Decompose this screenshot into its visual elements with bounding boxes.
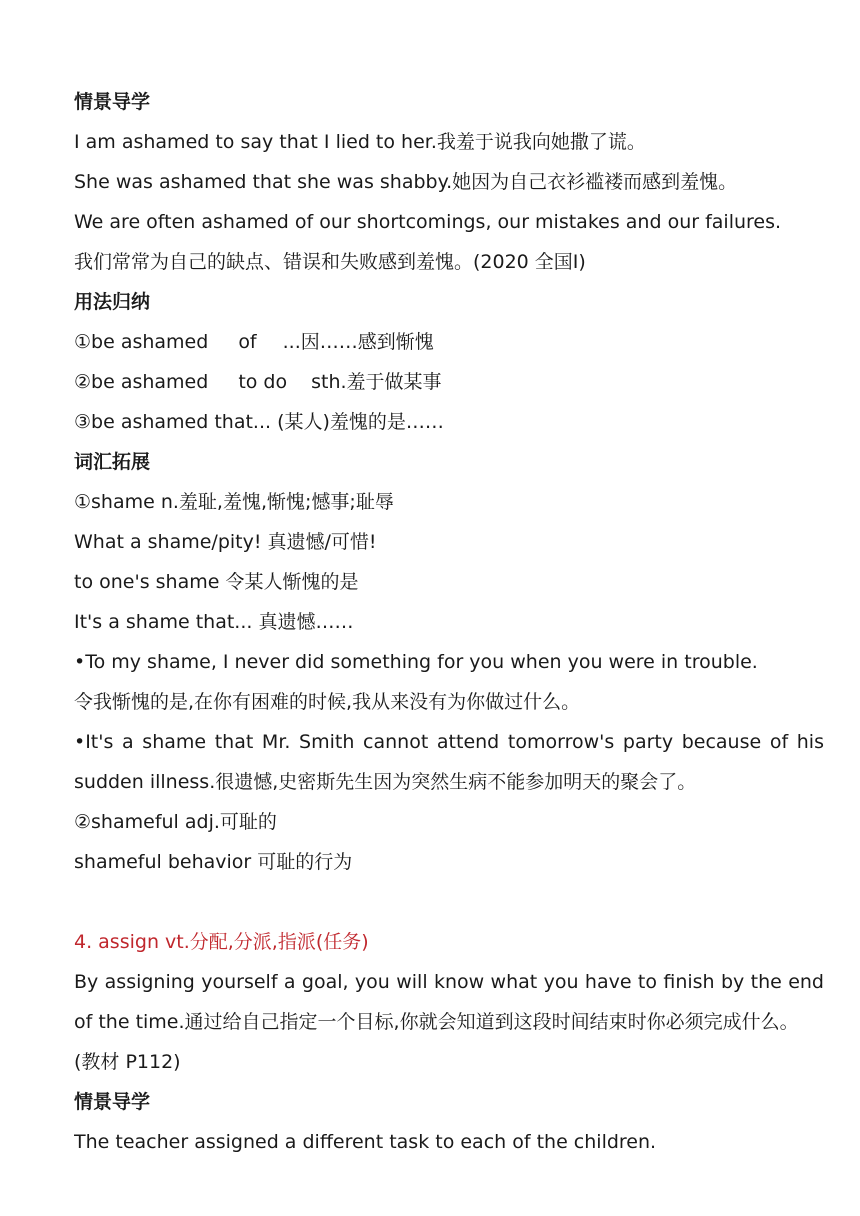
usage-item-2-meaning: sth.羞于做某事 xyxy=(311,371,442,393)
usage-item-1-meaning: ...因……感到惭愧 xyxy=(282,331,434,353)
section-heading-usage: 用法归纳 xyxy=(74,291,151,313)
example-sentence-3-en: We are often ashamed of our shortcomings, our mistakes and our failures. xyxy=(74,211,782,233)
phrase-its-a-shame: It's a shame that... 真遗憾…… xyxy=(74,611,354,633)
usage-item-2 xyxy=(74,362,824,402)
usage-item-1-phrase: ①be ashamed xyxy=(74,331,209,353)
textbook-source: (教材 P112) xyxy=(74,1051,181,1073)
usage-item-2-phrase: ②be ashamed xyxy=(74,371,209,393)
phrase-what-a-shame: What a shame/pity! 真遗憾/可惜! xyxy=(74,531,377,553)
example-sentence-3-cn: 我们常常为自己的缺点、错误和失败感到羞愧。(2020 全国Ⅰ) xyxy=(74,251,586,273)
bullet-example-2: •It's a shame that Mr. Smith cannot attend tomorrow's party because of his sudden illness.很遗憾,史密斯先生因为突然生病不能参加明天的聚会了。 xyxy=(74,731,824,793)
example-sentence-1: I am ashamed to say that I lied to her.我羞于说我向她撒了谎。 xyxy=(74,131,646,153)
section-heading-context-2: 情景导学 xyxy=(74,1091,151,1113)
usage-item-1 xyxy=(74,322,824,362)
phrase-to-ones-shame: to one's shame 令某人惭愧的是 xyxy=(74,571,359,593)
phrase-shameful-behavior: shameful behavior 可耻的行为 xyxy=(74,851,353,873)
bullet-example-1-en: •To my shame, I never did something for you when you were in trouble. xyxy=(74,651,758,673)
entry-title-assign: 4. assign vt.分配,分派,指派(任务) xyxy=(74,931,369,953)
vocab-item-shameful: ②shameful adj.可耻的 xyxy=(74,811,277,833)
vocab-item-shame: ①shame n.羞耻,羞愧,惭愧;憾事;耻辱 xyxy=(74,491,394,513)
textbook-example-assign: By assigning yourself a goal, you will know what you have to finish by the end of the time.通过给自己指定一个目标,你就会知道到这段时间结束时你必须完成什么。 xyxy=(74,971,824,1033)
document-page xyxy=(74,82,824,1162)
example-sentence-assign-1: The teacher assigned a different task to each of the children. xyxy=(74,1131,657,1153)
usage-item-3: ③be ashamed that... (某人)羞愧的是…… xyxy=(74,411,444,433)
example-sentence-2: She was ashamed that she was shabby.她因为自己衣衫褴褛而感到羞愧。 xyxy=(74,171,738,193)
bullet-example-1-cn: 令我惭愧的是,在你有困难的时候,我从来没有为你做过什么。 xyxy=(74,691,581,713)
section-heading-vocab: 词汇拓展 xyxy=(74,451,151,473)
usage-item-2-prep: to do xyxy=(238,371,288,393)
section-heading-context: 情景导学 xyxy=(74,91,151,113)
section-spacer xyxy=(74,882,824,922)
usage-item-1-prep: of xyxy=(238,331,257,353)
